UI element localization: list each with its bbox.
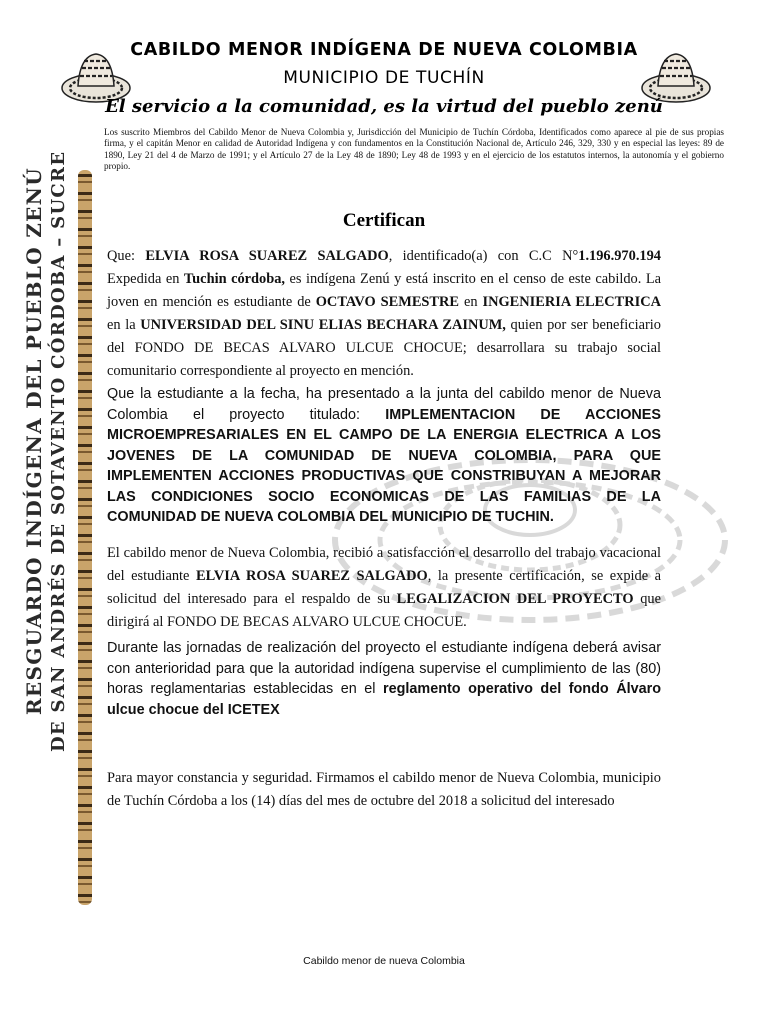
program: INGENIERIA ELECTRICA [482,294,661,310]
text-segment: en la [107,317,141,333]
carved-staff-icon [74,170,96,905]
university: UNIVERSIDAD DEL SINU ELIAS BECHARA ZAINUM, [140,317,506,333]
legalization-label: LEGALIZACION DEL PROYECTO [396,591,634,607]
text-segment: Que la estudiante a la fecha, ha presentado a la junta del cabildo menor de Nueva Colombia el proyecto titulado: [107,386,661,423]
intro-paragraph: Los suscrito Miembros del Cabildo Menor de Nueva Colombia y, Jurisdicción del Municipio de Tuchín Córdoba, Identificados como aparece al pie de sus propias firma, y el capitán Menor en calidad de Autoridad Indígena y con fundamentos en la Constitución Nacional de, Artículo 246, 329, 330 y en especial las leyes: 89 de 1890, Ley 21 del 4 de Marzo de 1991; y el Artículo 27 de la Ley 48 de 1890; Ley 48 de 1993 y en el ejercicio de los estatutos internos, la autonomía y el gobierno propio. [104,127,724,171]
footer-text: Cabildo menor de nueva Colombia [303,955,465,967]
paragraph-certification [107,542,661,634]
side-region-text: DE SAN ANDRÉS DE SOTAVENTO CÓRDOBA – SUCRE [48,150,69,752]
text-segment: Durante las jornadas de realización del proyecto el estudiante indígena deberá avisar con anterioridad para que la autoridad indígena supervise el cumplimiento de las (80) horas reglamentarias establecidas en el [107,640,661,697]
organization-title: CABILDO MENOR INDÍGENA DE NUEVA COLOMBIA [130,40,638,60]
text-segment: quien por ser beneficiario del FONDO DE BECAS ALVARO ULCUE CHOCUE; desarrollara su trabajo social comunitario correspondiente al proyecto en mención. [107,317,661,379]
text-segment: que dirigirá al FONDO DE BECAS ALVARO ULCUE CHOCUE. [107,591,661,630]
id-number: 1.196.970.194 [578,248,661,264]
text-segment: Que: [107,248,146,264]
text-segment: , identificado(a) con C.C N° [388,248,579,264]
student-name: ELVIA ROSA SUAREZ SALGADO [145,248,389,264]
text-segment: es indígena Zenú y está inscrito en el censo de este cabildo. La joven en mención es estudiante de [107,271,661,310]
regulation-reference: reglamento operativo del fondo Álvaro ulcue chocue del ICETEX [107,681,661,718]
side-resguardo-text: RESGUARDO INDÍGENA DEL PUEBLO ZENÚ [22,167,46,715]
certificate-heading: Certifican [342,210,426,231]
text-segment: Expedida en [107,271,184,287]
paragraph-closing: Para mayor constancia y seguridad. Firmamos el cabildo menor de Nueva Colombia, municipio de Tuchín Córdoba a los (14) días del mes de octubre del 2018 a solicitud del interesado [107,770,661,809]
paragraph-student-info [107,245,661,383]
semester: OCTAVO SEMESTRE [315,294,460,310]
motto: El servicio a la comunidad, es la virtud del pueblo zenú [105,96,663,117]
paragraph-supervision [107,638,661,720]
text-segment: El cabildo menor de Nueva Colombia, recibió a satisfacción el desarrollo del trabajo vacacional del estudiante [107,545,661,584]
text-segment: en [459,294,483,310]
text-segment: , la presente certificación, se expide a solicitud del interesado para el respaldo de su [107,568,662,607]
paragraph-project [107,384,661,528]
project-title: IMPLEMENTACION DE ACCIONES MICROEMPRESARIALES EN EL CAMPO DE LA ENERGIA ELECTRICA A LOS JOVENES DE LA COMUNIDAD DE NUEVA COLOMBIA, PARA QUE IMPLEMENTEN ACCIONES PRODUCTIVAS QUE CONSTRIBUYAN A MEJORAR LAS CONDICIONES SOCIO ECONOMICAS DE LAS FAMILIAS DE LA COMUNIDAD DE NUEVA COLOMBIA DEL MUNICIPIO DE TUCHIN. [107,406,661,525]
municipality-subtitle: MUNICIPIO DE TUCHÍN [283,68,485,88]
student-name: ELVIA ROSA SUAREZ SALGADO [195,568,428,584]
issued-place: Tuchin córdoba, [183,271,286,287]
